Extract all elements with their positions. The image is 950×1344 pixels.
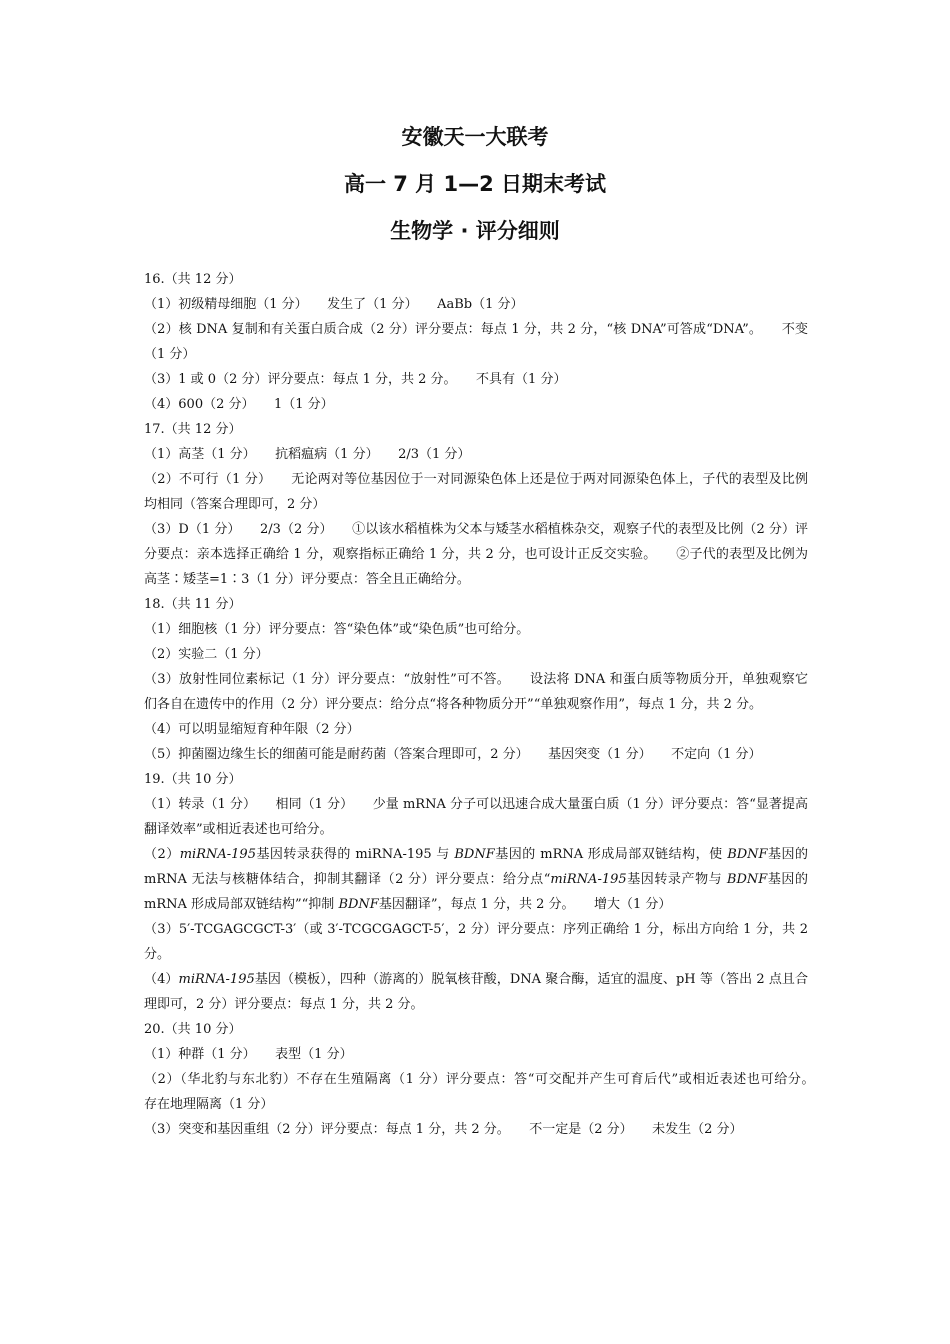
- scoring-rubric: [144, 267, 835, 1142]
- question-18-part-3: （3）放射性同位素标记（1 分）评分要点：“放射性”可不答。 设法将 DNA 和蛋白质等物质分开，单独观察它们各自在遗传中的作用（2 分）评分要点：给分点“将各种物质分开”“单独观察作用”，每点 1 分，共 2 分。: [144, 672, 808, 712]
- text-segment: 基因的 mRNA 形成局部双链结构”“抑制: [144, 872, 808, 912]
- question-16-part-2: （2）核 DNA 复制和有关蛋白质合成（2 分）评分要点：每点 1 分，共 2 分，“核 DNA”可答成“DNA”。 不变（1 分）: [144, 322, 808, 362]
- text-segment: 基因（模板），四种（游离的）脱氧核苷酸，DNA 聚合酶，适宜的温度、pH 等（答出 2 点且合理即可，2 分）评分要点：每点 1 分，共 2 分。: [144, 972, 808, 1012]
- question-19-part-2: [144, 842, 808, 917]
- question-19-heading: 19.（共 10 分）: [144, 772, 242, 787]
- text-segment: （2）: [144, 847, 180, 862]
- question-18-part-5: （5）抑菌圈边缘生长的细菌可能是耐药菌（答案合理即可，2 分） 基因突变（1 分） 不定向（1 分）: [144, 747, 762, 762]
- text-segment: 基因翻译”，每点 1 分，共 2 分。 增大（1 分）: [378, 897, 672, 912]
- question-18-heading: 18.（共 11 分）: [144, 597, 242, 612]
- gene-name-italic: BDNF: [726, 872, 768, 887]
- question-19-part-4: [144, 967, 808, 1017]
- title-exam-name: 高一 7 月 1—2 日期末考试: [343, 172, 607, 196]
- header: [0, 124, 950, 244]
- question-19-part-3: （3）5′-TCGAGCGCT-3′（或 3′-TCGCGAGCT-5′，2 分）评分要点：序列正确给 1 分，标出方向给 1 分，共 2 分。: [144, 922, 808, 962]
- question-18-part-4: （4）可以明显缩短育种年限（2 分）: [144, 722, 360, 737]
- question-17-part-1: （1）高茎（1 分） 抗稻瘟病（1 分） 2/3（1 分）: [144, 447, 471, 462]
- text-segment: 基因的 mRNA 形成局部双链结构，使: [494, 847, 728, 862]
- question-19: [144, 767, 808, 1017]
- gene-name-italic: BDNF: [727, 847, 768, 862]
- question-17: [144, 417, 808, 592]
- text-segment: （4）: [144, 972, 179, 987]
- text-segment: 基因的 mRNA 无法与核糖体结合，抑制其翻译（2 分）评分要点：给分点“: [144, 847, 809, 887]
- question-16: [144, 267, 808, 417]
- question-20-part-3: （3）突变和基因重组（2 分）评分要点：每点 1 分，共 2 分。 不一定是（2 分） 未发生（2 分）: [144, 1122, 743, 1137]
- gene-name-italic: BDNF: [338, 897, 379, 912]
- question-18-part-1: （1）细胞核（1 分）评分要点：答“染色体”或“染色质”也可给分。: [144, 622, 530, 637]
- question-16-part-1: （1）初级精母细胞（1 分） 发生了（1 分） AaBb（1 分）: [144, 297, 524, 312]
- question-16-heading: 16.（共 12 分）: [144, 272, 242, 287]
- question-16-part-3: （3）1 或 0（2 分）评分要点：每点 1 分，共 2 分。 不具有（1 分）: [144, 372, 567, 387]
- gene-name-italic: miRNA-195: [550, 872, 627, 887]
- question-19-part-1: （1）转录（1 分） 相同（1 分） 少量 mRNA 分子可以迅速合成大量蛋白质（1 分）评分要点：答“显著提高翻译效率”或相近表述也可给分。: [144, 797, 808, 837]
- question-20-part-2: （2）（华北豹与东北豹）不存在生殖隔离（1 分）评分要点：答“可交配并产生可育后代”或相近表述也可给分。 存在地理隔离（1 分）: [144, 1072, 835, 1112]
- gene-name-italic: miRNA-195: [179, 847, 256, 862]
- question-20-heading: 20.（共 10 分）: [144, 1022, 242, 1037]
- question-20-part-1: （1）种群（1 分） 表型（1 分）: [144, 1047, 353, 1062]
- question-18-part-2: （2）实验二（1 分）: [144, 647, 269, 662]
- gene-name-italic: BDNF: [454, 847, 495, 862]
- question-18: [144, 592, 808, 767]
- gene-name-italic: miRNA-195: [178, 972, 255, 987]
- text-segment: 基因转录获得的 miRNA-195 与: [255, 847, 455, 862]
- question-20: [144, 1017, 835, 1142]
- title-exam-alliance: 安徽天一大联考: [401, 125, 549, 149]
- question-17-heading: 17.（共 12 分）: [144, 422, 242, 437]
- question-17-part-3: （3）D（1 分） 2/3（2 分） ①以该水稻植株为父本与矮茎水稻植株杂交，观察子代的表型及比例（2 分）评分要点：亲本选择正确给 1 分，观察指标正确给 1 分，共 2 分，也可设计正反交实验。 ②子代的表型及比例为高茎∶矮茎=1∶3（1 分）评分要点：答全且正确给分。: [144, 522, 808, 587]
- text-segment: 基因转录产物与: [626, 872, 727, 887]
- question-16-part-4: （4）600（2 分） 1（1 分）: [144, 397, 334, 412]
- title-subject: 生物学 · 评分细则: [390, 219, 560, 243]
- question-17-part-2: （2）不可行（1 分） 无论两对等位基因位于一对同源染色体上还是位于两对同源染色体上，子代的表型及比例均相同（答案合理即可，2 分）: [144, 472, 808, 512]
